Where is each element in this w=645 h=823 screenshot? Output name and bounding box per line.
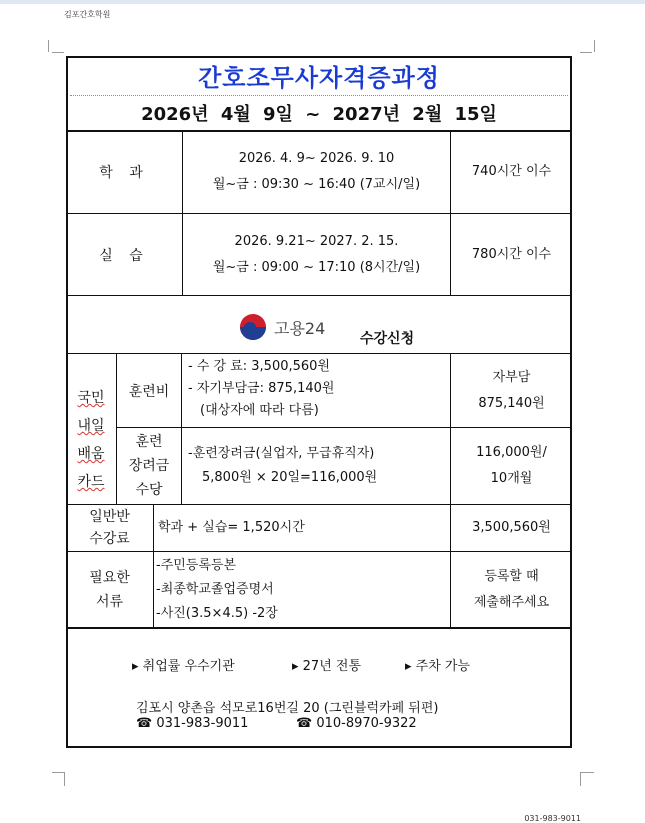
goyong24-logo-icon — [240, 314, 266, 340]
documents-note-line: 등록할 때 — [484, 568, 539, 584]
document-item: -최종학교졸업증명서 — [156, 582, 274, 597]
crop-mark — [48, 40, 49, 52]
documents-list — [156, 554, 278, 626]
logo-text: 고용24 — [274, 318, 326, 338]
course-dates: 2026년 4월 9일 ~ 2027년 2월 15일 — [141, 104, 497, 125]
feature-tradition: ▸ 27년 전통 — [292, 659, 362, 674]
card-label-line: 국민 — [77, 390, 105, 406]
rule — [153, 551, 154, 627]
incentive-label-line: 훈련 — [135, 434, 163, 450]
title-divider — [70, 95, 568, 96]
lecture-schedule — [183, 131, 450, 213]
lecture-hours: 740시간 이수 — [471, 164, 552, 179]
practice-period: 2026. 9.21~ 2027. 2. 15. — [234, 233, 399, 249]
training-fee-line: - 자기부담금: 875,140원 — [188, 381, 335, 396]
practice-hours: 780시간 이수 — [471, 246, 552, 262]
document-item: -사진(3.5×4.5) -2장 — [156, 606, 278, 621]
incentive-amount — [451, 428, 572, 504]
incentive-label-line: 장려금 — [128, 458, 170, 474]
crop-mark — [580, 772, 581, 786]
copay-line: 자부담 — [492, 369, 531, 385]
apply-text: 수강신청 — [360, 331, 415, 347]
training-fee-detail — [188, 356, 334, 422]
header-tag: 김포간호학원 — [64, 10, 111, 19]
document-item: -주민등록등본 — [156, 558, 237, 573]
general-detail: 학과 + 실습= 1,520시간 — [158, 520, 305, 535]
feature-parking: ▸ 주차 가능 — [405, 659, 471, 674]
address: 김포시 양촌읍 석모로16번길 20 (그린블럭카페 뒤편) — [136, 701, 439, 716]
documents-note — [451, 552, 572, 627]
rule — [66, 627, 572, 629]
crop-mark — [52, 52, 64, 53]
card-label-line: 내일 — [77, 418, 105, 434]
general-price: 3,500,560원 — [472, 520, 551, 535]
incentive-amount-line: 10개월 — [490, 471, 533, 486]
practice-schedule — [183, 214, 450, 295]
rule — [66, 295, 572, 296]
footer-tag: 031-983-9011 — [524, 814, 581, 823]
documents-note-line: 제출해주세요 — [473, 594, 550, 610]
lecture-label: 학 과 — [99, 165, 149, 181]
course-title: 간호조무사자격증과정 — [198, 64, 440, 92]
practice-label: 실 습 — [99, 247, 149, 264]
crop-mark — [64, 772, 65, 786]
crop-mark — [580, 772, 594, 773]
card-label-line: 카드 — [77, 474, 105, 490]
incentive-label-line: 수당 — [135, 482, 163, 498]
phone-mobile: ☎ 010-8970-9322 — [296, 716, 417, 731]
training-fee-line: (대상자에 따라 다름) — [200, 403, 319, 418]
training-fee-line: - 수 강 료: 3,500,560원 — [188, 359, 330, 374]
incentive-label — [117, 428, 181, 504]
general-label-line: 수강료 — [89, 531, 130, 547]
card-label — [66, 384, 116, 496]
documents-label — [66, 552, 153, 627]
incentive-line: 5,800원 × 20일=116,000원 — [202, 470, 378, 485]
lecture-time: 월~금 : 09:30 ~ 16:40 (7교시/일) — [212, 177, 421, 192]
copay-line: 875,140원 — [478, 395, 545, 411]
crop-mark — [580, 52, 592, 53]
phone-office: ☎ 031-983-9011 — [136, 716, 249, 731]
training-fee-copay — [451, 354, 572, 427]
incentive-amount-line: 116,000원/ — [476, 445, 547, 460]
documents-label-line: 서류 — [95, 593, 124, 610]
crop-mark — [52, 772, 64, 773]
goyong24-logo — [240, 313, 336, 341]
general-label — [66, 505, 153, 551]
rule — [181, 353, 182, 504]
feature-employment: ▸ 취업률 우수기관 — [132, 659, 235, 674]
lecture-period: 2026. 4. 9~ 2026. 9. 10 — [238, 151, 395, 166]
training-fee-label: 훈련비 — [128, 383, 170, 400]
window-top-bar — [0, 0, 645, 4]
incentive-line: -훈련장려금(실업자, 무급휴직자) — [188, 446, 375, 461]
documents-label-line: 필요한 — [89, 569, 130, 586]
general-label-line: 일반반 — [89, 509, 130, 525]
practice-time: 월~금 : 09:00 ~ 17:10 (8시간/일) — [212, 259, 421, 275]
crop-mark — [594, 40, 595, 52]
card-label-line: 배움 — [77, 446, 105, 462]
incentive-detail — [188, 442, 377, 490]
